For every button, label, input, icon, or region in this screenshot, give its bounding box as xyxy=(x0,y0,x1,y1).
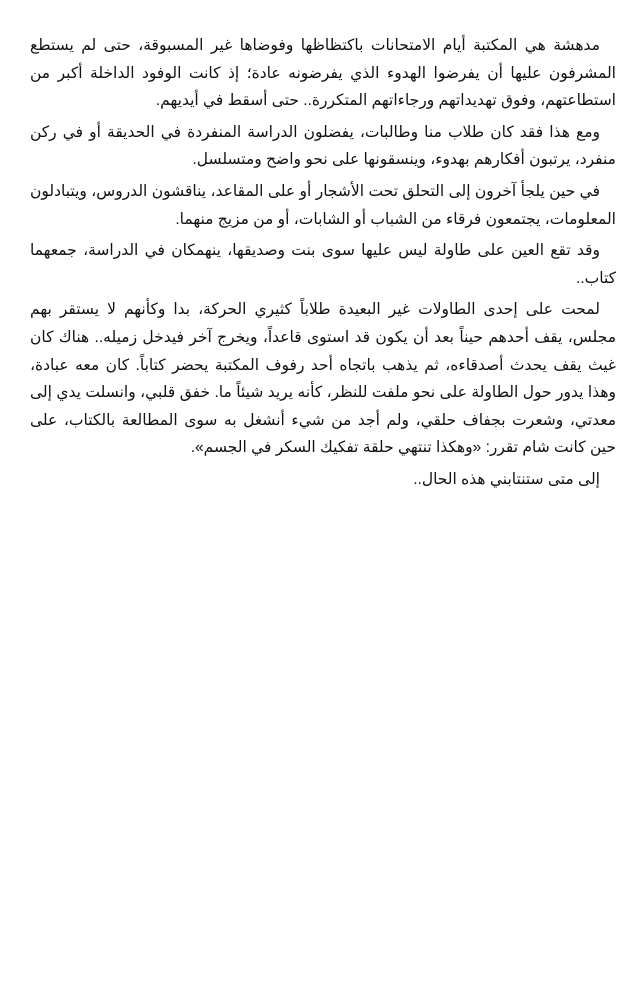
paragraph-library-exams: مدهشة هي المكتبة أيام الامتحانات باكتظاظها وفوضاها غير المسبوقة، حتى لم يستطع المشرفون عليها أن يفرضوا الهدوء الذي يفرضونه عادة؛ إذ كانت الوفود الداخلة أكبر من استطاعتهم، وفوق تهديداتهم ورجاءاتهم المتكررة.. حتى أسقط في أيديهم. xyxy=(30,37,616,110)
paragraph-couple-table: وقد تقع العين على طاولة ليس عليها سوى بنت وصديقها، ينهمكان في الدراسة، جمعهما كتاب.. xyxy=(30,242,616,287)
paragraph-closing-question: إلى متى ستنتابني هذه الحال.. xyxy=(413,470,600,488)
document-body xyxy=(30,32,616,498)
paragraph-group-study: في حين يلجأ آخرون إلى التحلق تحت الأشجار أو على المقاعد، يناقشون الدروس، ويتبادلون المعلومات، يجتمعون فرقاء من الشباب أو الشابات، أو من مزيج منهما. xyxy=(30,182,616,228)
paragraph-ghaith-table: لمحت على إحدى الطاولات غير البعيدة طلاباً كثيري الحركة، بدا وكأنهم لا يستقر بهم مجلس، يقف أحدهم حيناً بعد أن يكون قد استوى قاعداً، ويخرج آخر فيدخل زميله.. هناك كان غيث يقف يحدث أصدقاءه، ثم يذهب باتجاه أحد رفوف المكتبة يحضر كتاباً. كان معه عبادة، وهذا يدور حول الطاولة على نحو ملفت للنظر، كأنه يريد شيئاً ما. خفق قلبي، وانسلت يدي إلى معدتي، وشعرت بجفاف حلقي، ولم أجد من شيء أنشغل به سوى المطالعة بالكتاب، على حين كانت شام تقرر: «وهكذا تنتهي حلقة تفكيك السكر في الجسم». xyxy=(30,301,616,457)
paragraph-solo-study: ومع هذا فقد كان طلاب منا وطالبات، يفضلون الدراسة المنفردة في الحديقة أو في ركن منفرد، يرتبون أفكارهم بهدوء، وينسقونها على نحو واضح ومتسلسل. xyxy=(30,123,616,169)
